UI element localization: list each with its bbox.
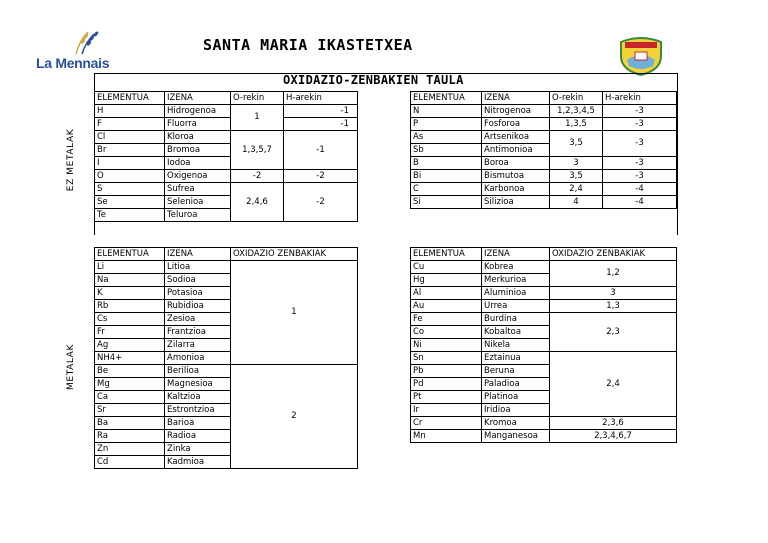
element-name: Iridioa bbox=[482, 404, 550, 417]
o-oxidation-value: 1,2,3,4,5 bbox=[550, 105, 603, 118]
element-symbol: Rb bbox=[95, 300, 165, 313]
nonmetals-right-table bbox=[410, 91, 677, 209]
oxidation-value: 2,3 bbox=[550, 313, 677, 352]
element-name: Sodioa bbox=[165, 274, 231, 287]
table-header-row bbox=[411, 92, 677, 105]
table-row bbox=[95, 365, 358, 378]
element-name: Urrea bbox=[482, 300, 550, 313]
element-name: Rubidioa bbox=[165, 300, 231, 313]
table-row bbox=[95, 261, 358, 274]
table-row bbox=[411, 131, 677, 144]
element-symbol: Al bbox=[411, 287, 482, 300]
element-symbol: F bbox=[95, 118, 165, 131]
o-oxidation-value: 1,3,5 bbox=[550, 118, 603, 131]
table-row bbox=[411, 287, 677, 300]
nonmetals-left-table bbox=[94, 91, 358, 222]
element-symbol: Ca bbox=[95, 391, 165, 404]
element-symbol: As bbox=[411, 131, 482, 144]
element-name: Kaltzioa bbox=[165, 391, 231, 404]
table-row bbox=[95, 131, 358, 144]
table-row bbox=[411, 157, 677, 170]
element-name: Fluorra bbox=[165, 118, 231, 131]
table-row bbox=[95, 105, 358, 118]
element-symbol: N bbox=[411, 105, 482, 118]
oxidation-value: 1 bbox=[231, 261, 358, 365]
element-symbol: B bbox=[411, 157, 482, 170]
element-name: Magnesioa bbox=[165, 378, 231, 391]
h-oxidation-value: -1 bbox=[284, 118, 358, 131]
table-row bbox=[411, 170, 677, 183]
o-oxidation-value: 3,5 bbox=[550, 170, 603, 183]
school-crest-icon bbox=[617, 36, 665, 76]
h-oxidation-value: -2 bbox=[284, 183, 358, 222]
element-symbol: Cd bbox=[95, 456, 165, 469]
element-name: Kloroa bbox=[165, 131, 231, 144]
header-cell: IZENA bbox=[165, 92, 231, 105]
table-row bbox=[95, 183, 358, 196]
element-name: Paladioa bbox=[482, 378, 550, 391]
element-symbol: Br bbox=[95, 144, 165, 157]
element-name: Bismutoa bbox=[482, 170, 550, 183]
element-name: Zesioa bbox=[165, 313, 231, 326]
header-cell: H-arekin bbox=[284, 92, 358, 105]
logo-text: La Mennais bbox=[36, 55, 110, 71]
oxidation-value: 2,4 bbox=[550, 352, 677, 417]
element-symbol: Hg bbox=[411, 274, 482, 287]
o-oxidation-value: 2,4 bbox=[550, 183, 603, 196]
h-oxidation-value: -1 bbox=[284, 131, 358, 170]
table-row bbox=[411, 417, 677, 430]
table-row bbox=[411, 352, 677, 365]
h-oxidation-value: -3 bbox=[603, 131, 677, 157]
element-symbol: S bbox=[95, 183, 165, 196]
element-name: Berilioa bbox=[165, 365, 231, 378]
oxidation-value: 1,2 bbox=[550, 261, 677, 287]
o-oxidation-value: 3 bbox=[550, 157, 603, 170]
element-symbol: Bi bbox=[411, 170, 482, 183]
table-row bbox=[95, 170, 358, 183]
h-oxidation-value: -2 bbox=[284, 170, 358, 183]
o-oxidation-value: -2 bbox=[231, 170, 284, 183]
o-oxidation-value: 1 bbox=[231, 105, 284, 131]
element-name: Manganesoa bbox=[482, 430, 550, 443]
oxidation-value: 2,3,6 bbox=[550, 417, 677, 430]
element-name: Radioa bbox=[165, 430, 231, 443]
element-name: Boroa bbox=[482, 157, 550, 170]
main-title: OXIDAZIO-ZENBAKIEN TAULA bbox=[283, 73, 464, 87]
element-name: Teluroa bbox=[165, 209, 231, 222]
h-oxidation-value: -1 bbox=[284, 105, 358, 118]
element-name: Artsenikoa bbox=[482, 131, 550, 144]
oxidation-value: 2,3,4,6,7 bbox=[550, 430, 677, 443]
element-name: Zinka bbox=[165, 443, 231, 456]
o-oxidation-value: 4 bbox=[550, 196, 603, 209]
element-name: Oxigenoa bbox=[165, 170, 231, 183]
element-name: Zilarra bbox=[165, 339, 231, 352]
header-cell: ELEMENTUA bbox=[95, 248, 165, 261]
table-header-row bbox=[95, 248, 358, 261]
element-symbol: C bbox=[411, 183, 482, 196]
h-oxidation-value: -3 bbox=[603, 170, 677, 183]
element-symbol: Sn bbox=[411, 352, 482, 365]
element-symbol: Pt bbox=[411, 391, 482, 404]
element-symbol: Te bbox=[95, 209, 165, 222]
element-symbol: Ba bbox=[95, 417, 165, 430]
element-name: Amonioa bbox=[165, 352, 231, 365]
element-name: Antimonioa bbox=[482, 144, 550, 157]
element-symbol: Mn bbox=[411, 430, 482, 443]
element-symbol: Fe bbox=[411, 313, 482, 326]
element-symbol: NH4+ bbox=[95, 352, 165, 365]
element-symbol: Na bbox=[95, 274, 165, 287]
oxidation-value: 2 bbox=[231, 365, 358, 469]
table-row bbox=[95, 118, 358, 131]
header-cell: H-arekin bbox=[603, 92, 677, 105]
element-symbol: Si bbox=[411, 196, 482, 209]
header-cell: IZENA bbox=[482, 92, 550, 105]
element-symbol: Pd bbox=[411, 378, 482, 391]
table-row bbox=[411, 313, 677, 326]
element-symbol: Cu bbox=[411, 261, 482, 274]
element-symbol: Se bbox=[95, 196, 165, 209]
element-name: Burdina bbox=[482, 313, 550, 326]
header-cell: O-rekin bbox=[231, 92, 284, 105]
element-name: Karbonoa bbox=[482, 183, 550, 196]
o-oxidation-value: 3,5 bbox=[550, 131, 603, 157]
header-cell: OXIDAZIO ZENBAKIAK bbox=[231, 248, 358, 261]
h-oxidation-value: -3 bbox=[603, 118, 677, 131]
element-name: Bromoa bbox=[165, 144, 231, 157]
element-symbol: K bbox=[95, 287, 165, 300]
header-cell: ELEMENTUA bbox=[95, 92, 165, 105]
element-symbol: Cs bbox=[95, 313, 165, 326]
element-symbol: Au bbox=[411, 300, 482, 313]
element-symbol: Be bbox=[95, 365, 165, 378]
element-symbol: Sb bbox=[411, 144, 482, 157]
element-name: Selenioa bbox=[165, 196, 231, 209]
header-cell: O-rekin bbox=[550, 92, 603, 105]
element-symbol: Ir bbox=[411, 404, 482, 417]
la-mennais-logo bbox=[36, 30, 110, 74]
table-row bbox=[411, 105, 677, 118]
element-name: Eztainua bbox=[482, 352, 550, 365]
element-symbol: Ra bbox=[95, 430, 165, 443]
element-name: Litioa bbox=[165, 261, 231, 274]
element-name: Aluminioa bbox=[482, 287, 550, 300]
header-cell: OXIDAZIO ZENBAKIAK bbox=[550, 248, 677, 261]
element-name: Barioa bbox=[165, 417, 231, 430]
element-name: Hidrogenoa bbox=[165, 105, 231, 118]
table-row bbox=[411, 118, 677, 131]
o-oxidation-value: 1,3,5,7 bbox=[231, 131, 284, 170]
element-symbol: Cl bbox=[95, 131, 165, 144]
table-header-row bbox=[95, 92, 358, 105]
element-symbol: Ni bbox=[411, 339, 482, 352]
metals-left-table bbox=[94, 247, 358, 469]
element-name: Kromoa bbox=[482, 417, 550, 430]
element-symbol: I bbox=[95, 157, 165, 170]
table-row bbox=[411, 430, 677, 443]
element-symbol: Sr bbox=[95, 404, 165, 417]
element-name: Platinoa bbox=[482, 391, 550, 404]
h-oxidation-value: -4 bbox=[603, 196, 677, 209]
o-oxidation-value: 2,4,6 bbox=[231, 183, 284, 222]
element-name: Potasioa bbox=[165, 287, 231, 300]
element-symbol: Li bbox=[95, 261, 165, 274]
table-row bbox=[411, 300, 677, 313]
element-symbol: Mg bbox=[95, 378, 165, 391]
school-title: SANTA MARIA IKASTETXEA bbox=[203, 36, 413, 54]
header-cell: ELEMENTUA bbox=[411, 248, 482, 261]
oxidation-value: 1,3 bbox=[550, 300, 677, 313]
header-cell: ELEMENTUA bbox=[411, 92, 482, 105]
element-name: Kadmioa bbox=[165, 456, 231, 469]
metals-right-table bbox=[410, 247, 677, 443]
element-symbol: Ag bbox=[95, 339, 165, 352]
h-oxidation-value: -4 bbox=[603, 183, 677, 196]
element-name: Silizioa bbox=[482, 196, 550, 209]
element-name: Estrontzioa bbox=[165, 404, 231, 417]
element-name: Fosforoa bbox=[482, 118, 550, 131]
header-cell: IZENA bbox=[165, 248, 231, 261]
header-cell: IZENA bbox=[482, 248, 550, 261]
element-name: Frantzioa bbox=[165, 326, 231, 339]
oxidation-value: 3 bbox=[550, 287, 677, 300]
side-label-nonmetals: EZ METALAK bbox=[66, 128, 77, 192]
table-header-row bbox=[411, 248, 677, 261]
element-symbol: H bbox=[95, 105, 165, 118]
element-symbol: O bbox=[95, 170, 165, 183]
element-name: Iodoa bbox=[165, 157, 231, 170]
element-symbol: Fr bbox=[95, 326, 165, 339]
table-row bbox=[411, 196, 677, 209]
element-symbol: Co bbox=[411, 326, 482, 339]
element-name: Nitrogenoa bbox=[482, 105, 550, 118]
wheat-icon bbox=[36, 30, 106, 56]
element-name: Sufrea bbox=[165, 183, 231, 196]
element-symbol: Pb bbox=[411, 365, 482, 378]
table-row bbox=[411, 183, 677, 196]
table-row bbox=[411, 261, 677, 274]
h-oxidation-value: -3 bbox=[603, 157, 677, 170]
element-symbol: Zn bbox=[95, 443, 165, 456]
element-symbol: Cr bbox=[411, 417, 482, 430]
element-name: Kobaltoa bbox=[482, 326, 550, 339]
element-name: Beruna bbox=[482, 365, 550, 378]
element-symbol: P bbox=[411, 118, 482, 131]
element-name: Kobrea bbox=[482, 261, 550, 274]
element-name: Merkurioa bbox=[482, 274, 550, 287]
side-label-metals: METALAK bbox=[65, 344, 76, 390]
h-oxidation-value: -3 bbox=[603, 105, 677, 118]
element-name: Nikela bbox=[482, 339, 550, 352]
